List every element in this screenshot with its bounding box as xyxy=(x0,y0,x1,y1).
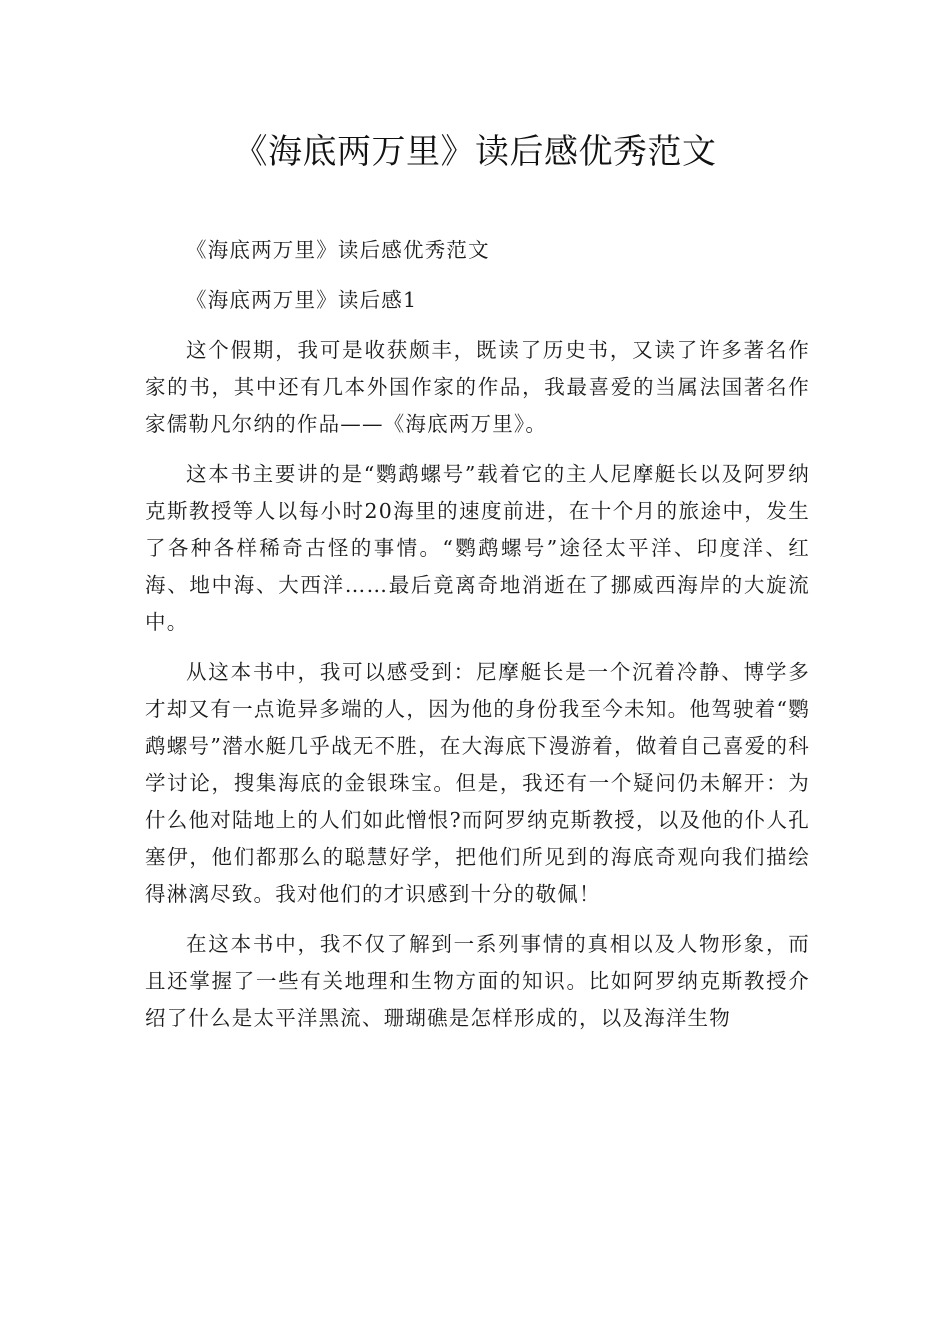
paragraph: 这本书主要讲的是“鹦鹉螺号”载着它的主人尼摩艇长以及阿罗纳克斯教授等人以每小时20海里的速度前进，在十个月的旅途中，发生了各种各样稀奇古怪的事情。“鹦鹉螺号”途径太平洋、印度洋、红海、地中海、大西洋……最后竟离奇地消逝在了挪威西海岸的大旋流中。 xyxy=(145,462,810,634)
paragraph: 这个假期，我可是收获颇丰，既读了历史书，又读了许多著名作家的书，其中还有几本外国作家的作品，我最喜爱的当属法国著名作家儒勒凡尔纳的作品——《海底两万里》。 xyxy=(145,338,810,436)
paragraph: 在这本书中，我不仅了解到一系列事情的真相以及人物形象，而且还掌握了一些有关地理和生物方面的知识。比如阿罗纳克斯教授介绍了什么是太平洋黑流、珊瑚礁是怎样形成的，以及海洋生物 xyxy=(145,932,810,1030)
paragraph-heading: 《海底两万里》读后感1 xyxy=(186,288,418,312)
document-title: 《海底两万里》读后感优秀范文 xyxy=(233,132,717,172)
paragraph-subtitle: 《海底两万里》读后感优秀范文 xyxy=(186,238,490,262)
document-body xyxy=(145,232,810,1050)
paragraph: 从这本书中，我可以感受到：尼摩艇长是一个沉着冷静、博学多才却又有一点诡异多端的人，因为他的身份我至今未知。他驾驶着“鹦鹉螺号”潜水艇几乎战无不胜，在大海底下漫游着，做着自己喜爱的科学讨论，搜集海底的金银珠宝。但是，我还有一个疑问仍未解开：为什么他对陆地上的人们如此憎恨?而阿罗纳克斯教授，以及他的仆人孔塞伊，他们都那么的聪慧好学，把他们所见到的海底奇观向我们描绘得淋漓尽致。我对他们的才识感到十分的敬佩！ xyxy=(145,660,810,906)
